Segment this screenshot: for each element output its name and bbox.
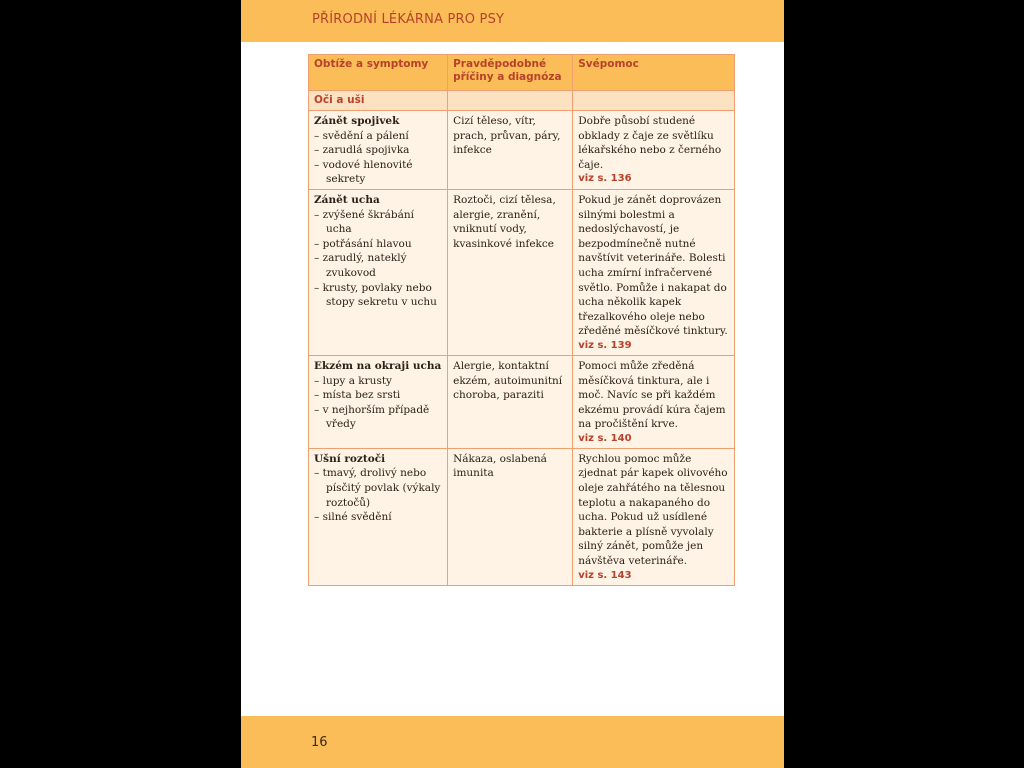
causes-cell: Alergie, kontaktní ekzém, autoimunitní choroba, paraziti: [448, 355, 573, 448]
causes-cell: Roztoči, cizí tělesa, alergie, zranění, vniknutí vody, kvasinkové infekce: [448, 189, 573, 355]
table-row: [309, 448, 735, 585]
symptom-item: – krusty, povlaky nebo stopy sekretu v uchu: [314, 281, 437, 309]
symptom-item: – tmavý, drolivý nebo písčitý povlak (výkaly roztočů): [314, 467, 441, 509]
symptom-list: [314, 129, 442, 187]
header-band: [241, 0, 784, 42]
remedy-cell: [573, 355, 735, 448]
remedy-table: [308, 54, 735, 586]
symptom-list: [314, 374, 442, 432]
section-empty-cell: [448, 91, 573, 111]
column-header-causes: Pravděpodobné příčiny a diagnóza: [448, 55, 573, 91]
section-row: [309, 91, 735, 111]
remedy-text: Rychlou pomoc může zjednat pár kapek olivového oleje zahřátého na tělesnou teplotu a nakapaného do ucha. Pokud už usídlené bakterie a plísně vyvolaly silný zánět, pomůže jen návštěva veterináře.: [578, 452, 728, 568]
page-number: 16: [311, 735, 328, 750]
symptom-item: – místa bez srsti: [314, 389, 401, 402]
symptom-item: – lupy a krusty: [314, 374, 392, 387]
causes-cell: Nákaza, oslabená imunita: [448, 448, 573, 585]
symptom-item: – zarudlá spojivka: [314, 144, 410, 157]
symptom-item: – zvýšené škrábání ucha: [314, 208, 415, 236]
table-row: [309, 189, 735, 355]
remedy-text: Pomoci může zředěná měsíčková tinktura, ale i moč. Navíc se při každém ekzému provádí kúra čajem na pročištění krve.: [578, 359, 726, 431]
table-row: [309, 111, 735, 190]
condition-name: Ekzém na okraji ucha: [314, 359, 442, 372]
symptoms-cell: [309, 111, 448, 190]
remedy-cell: [573, 111, 735, 190]
page-reference: viz s. 143: [578, 569, 632, 581]
condition-name: Ušní roztoči: [314, 452, 386, 465]
symptoms-cell: [309, 448, 448, 585]
symptoms-cell: [309, 189, 448, 355]
section-empty-cell: [573, 91, 735, 111]
symptoms-cell: [309, 355, 448, 448]
remedy-cell: [573, 448, 735, 585]
symptom-item: – vodové hlenovité sekrety: [314, 158, 413, 186]
symptom-item: – silné svědění: [314, 511, 392, 524]
symptom-item: – v nejhorším případě vředy: [314, 403, 430, 431]
page-reference: viz s. 139: [578, 339, 632, 351]
page-reference: viz s. 136: [578, 173, 632, 185]
remedy-cell: [573, 189, 735, 355]
symptom-list: [314, 466, 442, 524]
symptom-item: – svědění a pálení: [314, 129, 409, 142]
table-row: [309, 355, 735, 448]
table-header-row: [309, 55, 735, 91]
book-page: [241, 0, 784, 768]
causes-cell: Cizí těleso, vítr, prach, průvan, páry, infekce: [448, 111, 573, 190]
condition-name: Zánět spojivek: [314, 115, 400, 127]
condition-name: Zánět ucha: [314, 193, 380, 206]
footer-band: [241, 716, 784, 768]
running-header-title: PŘÍRODNÍ LÉKÁRNA PRO PSY: [312, 12, 505, 27]
symptom-item: – potřásání hlavou: [314, 237, 412, 250]
symptom-item: – zarudlý, nateklý zvukovod: [314, 252, 407, 279]
remedy-text: Dobře působí studené obklady z čaje ze světlíku lékařského nebo z černého čaje.: [578, 115, 722, 171]
remedy-text: Pokud je zánět doprovázen silnými bolestmi a nedoslýchavostí, je bezpodmínečně nutné navštívit veterináře. Bolesti ucha zmírní infračervené světlo. Pomůže i nakapat do ucha několik kapek třezalkového oleje nebo zředěné měsíčkové tinktury.: [578, 193, 728, 338]
page-reference: viz s. 140: [578, 432, 632, 444]
column-header-symptoms: Obtíže a symptomy: [309, 55, 448, 91]
column-header-remedy: Svépomoc: [573, 55, 735, 91]
symptom-list: [314, 208, 442, 310]
section-title: Oči a uši: [309, 91, 448, 111]
